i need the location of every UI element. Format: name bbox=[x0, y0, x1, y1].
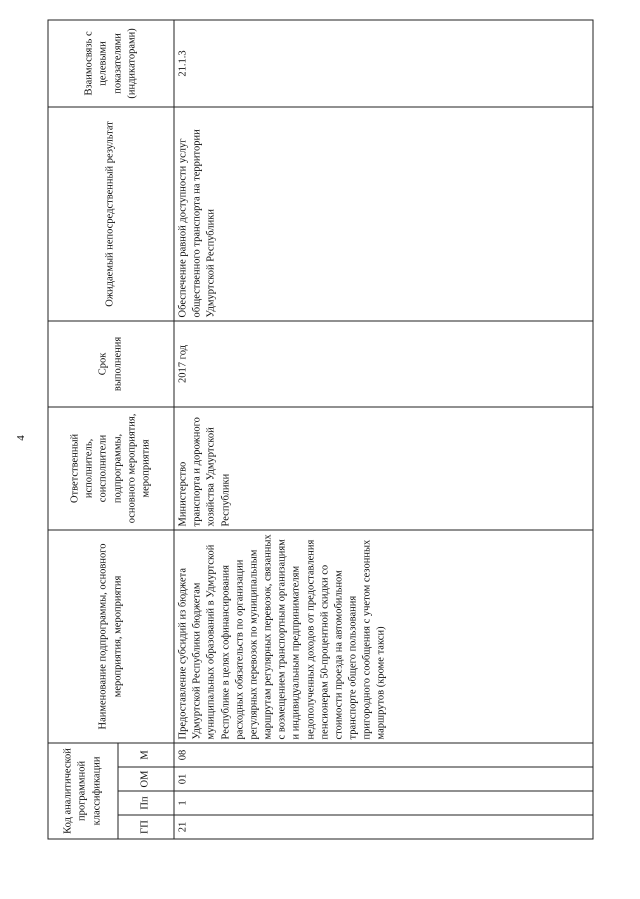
cell-pp: 1 bbox=[174, 791, 593, 815]
header-result: Ожидаемый непосредственный результат bbox=[48, 106, 174, 320]
table-wrapper bbox=[47, 20, 593, 839]
cell-om: 01 bbox=[174, 767, 593, 791]
cell-term: 2017 год bbox=[174, 320, 593, 406]
page-number: 4 bbox=[15, 435, 27, 441]
header-pp: Пп bbox=[118, 791, 174, 815]
cell-result: Обеспечение равной доступности услуг общественного транспорта на территории Удмуртской Республики bbox=[174, 106, 593, 320]
cell-gp: 21 bbox=[174, 815, 593, 839]
cell-responsible: Министерство транспорта и дорожного хозяйства Удмуртской Республики bbox=[174, 406, 593, 529]
cell-name: Предоставление субсидий из бюджета Удмуртской Республики бюджетам муниципальных образований в Удмуртской Республике в целях софинансирования расходных обязательств по организации регулярных перевозок по муниципальным маршрутам регулярных перевозок, связанных с возмещением транспортным организациям и индивидуальным предпринимателям недополученных доходов от предоставления пенсионерам 50-процентной скидки со стоимости проезда на автомобильном транспорте общего пользования пригородного сообщения с учетом сезонных маршрутов (кроме такси) bbox=[174, 529, 593, 742]
header-m: М bbox=[118, 742, 174, 766]
activities-table bbox=[47, 19, 593, 839]
header-name: Наименование подпрограммы, основного мероприятия, мероприятия bbox=[48, 529, 174, 742]
header-link: Взаимосвязь с целевыми показателями (индикаторами) bbox=[48, 19, 174, 106]
cell-link: 21.1.3 bbox=[174, 19, 593, 106]
table-row bbox=[174, 19, 593, 838]
header-om: ОМ bbox=[118, 767, 174, 791]
rotated-table-area bbox=[47, 20, 593, 839]
header-term: Срок выполнения bbox=[48, 320, 174, 406]
header-code-group: Код аналитической программной классификации bbox=[48, 742, 118, 838]
header-gp: ГП bbox=[118, 815, 174, 839]
header-row-1 bbox=[48, 19, 118, 838]
cell-m: 08 bbox=[174, 742, 593, 766]
header-responsible: Ответственный исполнитель, соисполнители подпрограммы, основного мероприятия, мероприятия bbox=[48, 406, 174, 529]
